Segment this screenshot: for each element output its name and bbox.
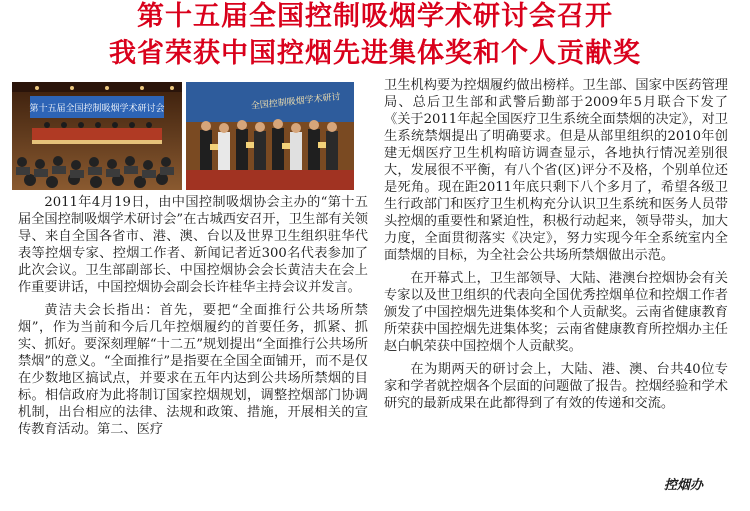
award-ceremony-photo [186,82,354,190]
article-paragraph: 黄洁夫会长指出：首先，要把“全面推行公共场所禁烟”，作为当前和今后几年控烟履约的首要任务，抓紧、抓实、抓好。要深刻理解“十二五”规划提出“全面推行公共场所禁烟”的意义。“全面推行”是指要在全国全面铺开，而不是仅在少数地区搞试点，并要求在五年内达到公共场所禁烟的目标。相信政府为此将制订国家控烟规划，调整控烟部门协调机制，出台相应的法律、法规和政策、措施，开展相关的宣传教育活动。第二、医疗 [18,303,368,437]
article-right-column [384,77,728,412]
article-paragraph: 在为期两天的研讨会上，大陆、港、澳、台共40位专家和学者就控烟各个层面的问题做了报告。控烟经验和学术研究的最新成果在此都得到了有效的传递和交流。 [384,362,728,411]
headline-line-2: 我省荣获中国控烟先进集体奖和个人贡献奖 [109,38,641,69]
article-paragraph: 在开幕式上，卫生部领导、大陆、港澳台控烟协会有关专家以及世卫组织的代表向全国优秀控烟单位和控烟工作者颁发了中国控烟先进集体奖和个人贡献奖。云南省健康教育所荣获中国控烟先进集体奖；云南省健康教育所控烟办主任赵白帆荣获中国控烟个人贡献奖。 [384,271,728,354]
banner-text: 全国控制吸烟学术研讨 [250,92,342,112]
conference-hall-photo [12,82,182,190]
author-signature: 控烟办 [664,478,704,493]
headline-line-1: 第十五届全国控制吸烟学术研讨会召开 [137,1,613,32]
article-left-column [18,194,368,438]
article-paragraph-continued: 卫生机构要为控烟履约做出榜样。卫生部、国家中医药管理局、总后卫生部和武警后勤部于2009年5月联合下发了《关于2011年起全国医疗卫生系统全面禁烟的决定》，对卫生系统禁烟提出了明确要求。但是从部里组织的2010年创建无烟医疗卫生机构暗访调查显示，各地执行情况差别很大，发展很不平衡，有八个省(区)评分不及格，个别单位还是死角。现在距2011年底只剩下八个多月了，希望各级卫生行政部门和医疗卫生机构充分认识卫生系统和医务人员带头控烟的重要性和紧迫性，积极行动起来，领导带头，加大力度，全面贯彻落实《决定》，努力实现今年全系统室内全面禁烟的目标，为全社会公共场所禁烟做出示范。 [384,78,728,263]
article-paragraph: 2011年4月19日，由中国控制吸烟协会主办的“第十五届全国控制吸烟学术研讨会”在古城西安召开，卫生部有关领导、来自全国各省市、港、澳、台以及世界卫生组织驻华代表等控烟专家、控烟工作者、新闻记者近300名代表参加了此次会议。卫生部副部长、中国控烟协会会长黄洁夫在会上作重要讲话，中国控烟协会副会长许桂华主持会议并发言。 [18,195,368,295]
banner-text: 第十五届全国控制吸烟学术研讨会 [29,104,165,114]
